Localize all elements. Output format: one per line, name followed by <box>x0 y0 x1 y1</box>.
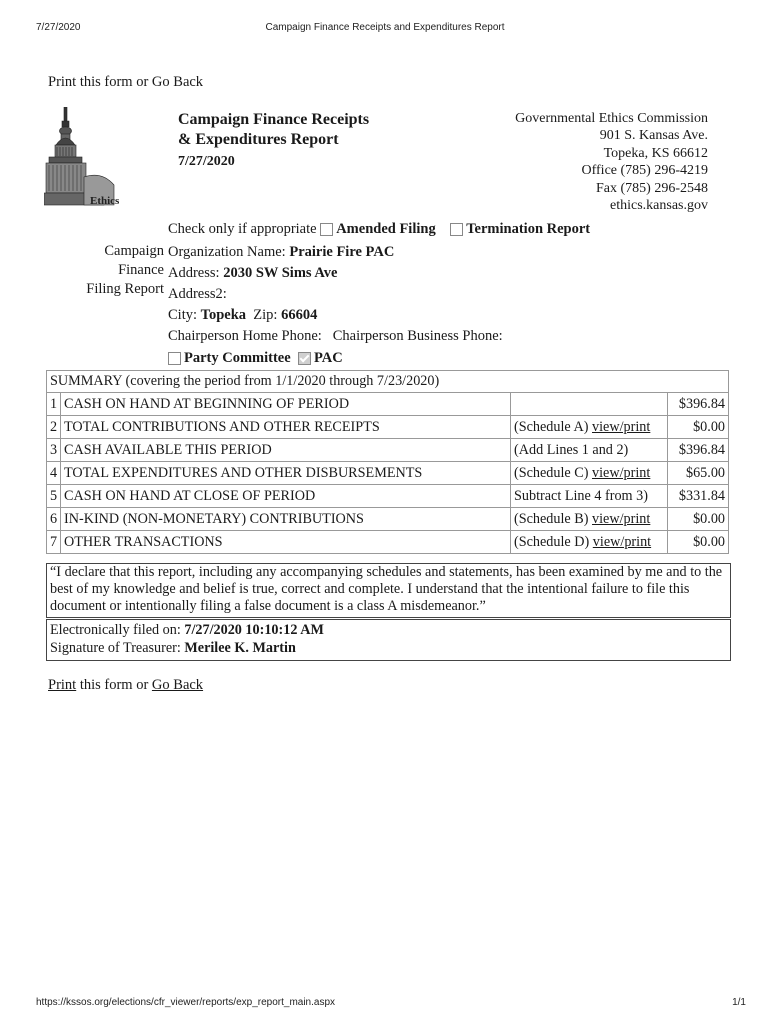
filing-check-row <box>168 221 590 238</box>
table-row <box>47 439 729 462</box>
org-phone-row <box>168 326 503 347</box>
print-link-bottom[interactable]: Print <box>48 677 77 693</box>
line-amount: $0.00 <box>668 531 729 554</box>
schedule-c-view-print-link[interactable]: view/print <box>592 464 651 481</box>
schedule-b-view-print-link[interactable]: view/print <box>592 510 651 527</box>
side-label-line-1: Campaign <box>104 243 164 259</box>
agency-city: Topeka, KS 66612 <box>603 145 708 161</box>
agency-fax: Fax (785) 296-2548 <box>596 180 708 196</box>
business-phone-label: Chairperson Business Phone: <box>332 328 503 344</box>
line-label: TOTAL CONTRIBUTIONS AND OTHER RECEIPTS <box>61 416 511 439</box>
line-reference <box>511 416 668 439</box>
line-number: 1 <box>47 393 61 416</box>
print-url: https://kssos.org/elections/cfr_viewer/reports/exp_report_main.aspx <box>36 997 336 1008</box>
org-name-row <box>168 242 503 263</box>
title-line-1: Campaign Finance Receipts <box>178 111 370 128</box>
filed-on-value: 7/27/2020 10:10:12 AM <box>184 622 324 638</box>
bottom-nav <box>48 677 203 694</box>
agency-office-phone: Office (785) 296-4219 <box>581 163 708 179</box>
line-reference <box>511 462 668 485</box>
check-prompt: Check only if appropriate <box>168 221 317 237</box>
org-city-row <box>168 305 503 326</box>
table-row <box>47 416 729 439</box>
line-label: CASH AVAILABLE THIS PERIOD <box>61 439 511 462</box>
amended-filing-label: Amended Filing <box>336 221 436 237</box>
nav-separator-text: this form or <box>76 74 152 90</box>
line-reference-text: (Schedule B) <box>514 510 593 527</box>
campaign-finance-side-label <box>80 242 164 299</box>
org-zip-label: Zip: <box>253 307 282 323</box>
pac-label: PAC <box>313 350 343 366</box>
signature-value: Merilee K. Martin <box>184 640 296 656</box>
line-reference <box>511 439 668 462</box>
line-reference-text: Subtract Line 4 from 3) <box>514 487 648 504</box>
go-back-link-bottom[interactable]: Go Back <box>151 677 204 693</box>
table-row <box>47 485 729 508</box>
line-reference-text: (Schedule C) <box>514 464 593 481</box>
line-label: IN-KIND (NON-MONETARY) CONTRIBUTIONS <box>61 508 511 531</box>
schedule-d-view-print-link[interactable]: view/print <box>592 533 652 550</box>
line-label: TOTAL EXPENDITURES AND OTHER DISBURSEMENTS <box>61 462 511 485</box>
line-amount: $396.84 <box>668 439 729 462</box>
capitol-logo-icon <box>44 107 134 209</box>
line-number: 3 <box>47 439 61 462</box>
report-date: 7/27/2020 <box>178 154 235 169</box>
home-phone-label: Chairperson Home Phone: <box>168 328 322 344</box>
line-reference-text: (Schedule A) <box>514 418 593 435</box>
filed-on-label: Electronically filed on: <box>50 622 185 638</box>
agency-website: ethics.kansas.gov <box>610 198 708 214</box>
line-number: 7 <box>47 531 61 554</box>
signature-row <box>50 639 727 657</box>
line-label: CASH ON HAND AT CLOSE OF PERIOD <box>61 485 511 508</box>
org-address-value: 2030 SW Sims Ave <box>223 265 338 281</box>
org-city-label: City: <box>168 307 201 323</box>
summary-table <box>46 370 729 554</box>
line-number: 2 <box>47 416 61 439</box>
table-row <box>47 462 729 485</box>
line-reference <box>511 508 668 531</box>
line-label: CASH ON HAND AT BEGINNING OF PERIOD <box>61 393 511 416</box>
print-page-number: 1/1 <box>732 997 746 1008</box>
side-label-line-3: Filing Report <box>86 281 164 297</box>
line-amount: $0.00 <box>668 508 729 531</box>
party-committee-checkbox[interactable] <box>168 352 181 365</box>
line-number: 5 <box>47 485 61 508</box>
print-date: 7/27/2020 <box>36 22 81 33</box>
organization-info <box>168 242 503 347</box>
line-label: OTHER TRANSACTIONS <box>61 531 511 554</box>
org-address2-label: Address2: <box>168 286 227 302</box>
org-city-value: Topeka <box>200 307 247 323</box>
logo-text: Ethics <box>90 195 120 207</box>
amended-filing-checkbox[interactable] <box>320 223 333 236</box>
termination-report-checkbox[interactable] <box>450 223 463 236</box>
summary-heading-row <box>47 371 729 393</box>
org-address-label: Address: <box>168 265 224 281</box>
line-amount: $65.00 <box>668 462 729 485</box>
side-label-line-2: Finance <box>118 262 164 278</box>
nav-separator-text: this form or <box>76 677 152 693</box>
title-line-2: & Expenditures Report <box>178 131 339 148</box>
org-name-label: Organization Name: <box>168 244 290 260</box>
print-link[interactable]: Print <box>48 74 77 90</box>
filed-on-row <box>50 621 727 639</box>
org-address-row <box>168 263 503 284</box>
table-row <box>47 393 729 416</box>
schedule-a-view-print-link[interactable]: view/print <box>592 418 651 435</box>
table-row <box>47 508 729 531</box>
line-number: 6 <box>47 508 61 531</box>
signature-label: Signature of Treasurer: <box>50 640 185 656</box>
print-title: Campaign Finance Receipts and Expenditures Report <box>265 22 505 33</box>
filing-info <box>46 619 731 661</box>
line-amount: $0.00 <box>668 416 729 439</box>
line-reference <box>511 485 668 508</box>
agency-contact <box>515 110 708 214</box>
top-nav <box>48 74 203 91</box>
table-row <box>47 531 729 554</box>
party-committee-label: Party Committee <box>184 350 291 366</box>
committee-type-row <box>168 350 343 367</box>
line-amount: $331.84 <box>668 485 729 508</box>
pac-checkbox[interactable] <box>298 352 311 365</box>
org-address2-row <box>168 284 503 305</box>
report-title <box>178 110 369 172</box>
agency-street: 901 S. Kansas Ave. <box>599 128 708 144</box>
summary-heading: SUMMARY (covering the period from 1/1/2020 through 7/23/2020) <box>47 371 729 393</box>
org-name-value: Prairie Fire PAC <box>289 244 395 260</box>
org-zip-value: 66604 <box>281 307 318 323</box>
line-reference-text: (Schedule D) <box>514 533 593 550</box>
line-reference <box>511 393 668 416</box>
termination-report-label: Termination Report <box>466 221 591 237</box>
agency-name: Governmental Ethics Commission <box>515 111 708 126</box>
line-number: 4 <box>47 462 61 485</box>
line-reference <box>511 531 668 554</box>
go-back-link[interactable]: Go Back <box>151 74 204 90</box>
line-reference-text: (Add Lines 1 and 2) <box>514 441 629 458</box>
declaration-statement: “I declare that this report, including any accompanying schedules and statements, has been examined by me and to the best of my knowledge and belief is true, correct and complete. I understand that the intentional failure to file this document or intentionally filing a false document is a class A misdemeanor.” <box>46 563 731 618</box>
line-amount: $396.84 <box>668 393 729 416</box>
